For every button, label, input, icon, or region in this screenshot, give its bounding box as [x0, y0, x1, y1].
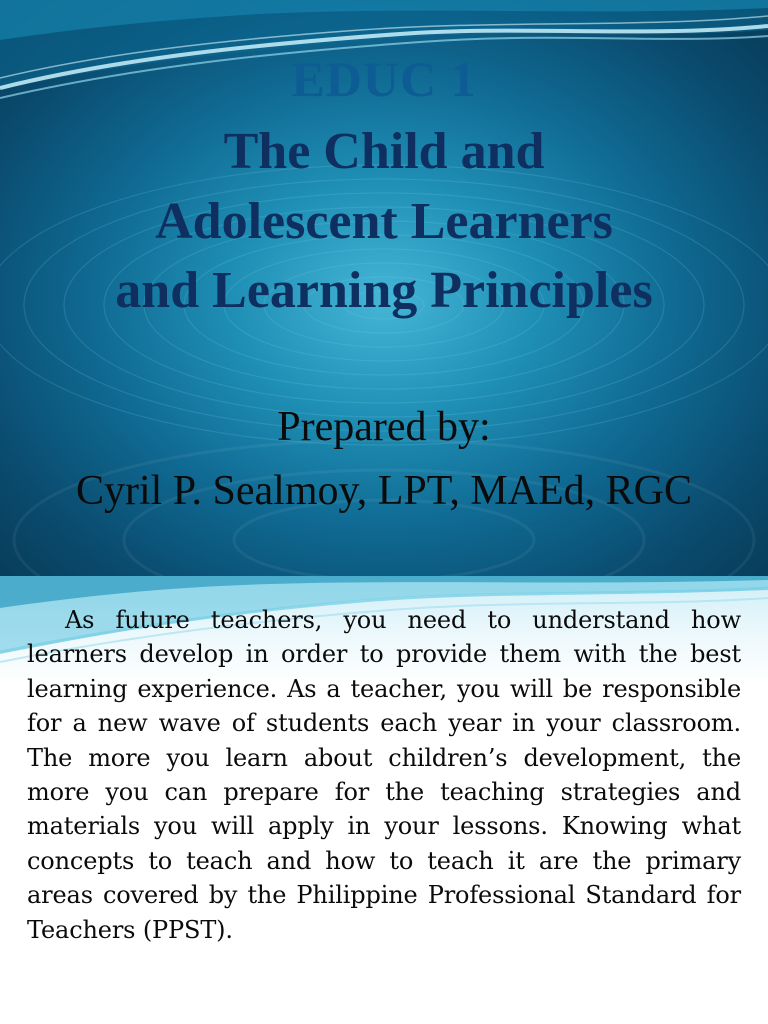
prepared-by-label: Prepared by:: [277, 404, 491, 450]
body-paragraph: As future teachers, you need to understand how learners develop in order to provide them with the best learning experience. As a teacher, you will be responsible for a new wave of students each year in your classroom. The more you learn about children’s development, the more you can prepare for the teaching strategies and materials you will apply in your lessons. Knowing what concepts to teach and how to teach it are the primary areas covered by the Philippine Professional Standard for Teachers (PPST).: [27, 606, 741, 944]
course-code: EDUC 1: [291, 51, 477, 107]
content-slide: [0, 576, 768, 1024]
author-name: Cyril P. Sealmoy, LPT, MAEd, RGC: [75, 468, 693, 514]
title-line-3: and Learning Principles: [115, 262, 653, 319]
title-line-2: Adolescent Learners: [155, 193, 613, 250]
title-line-1: The Child and: [223, 123, 545, 180]
